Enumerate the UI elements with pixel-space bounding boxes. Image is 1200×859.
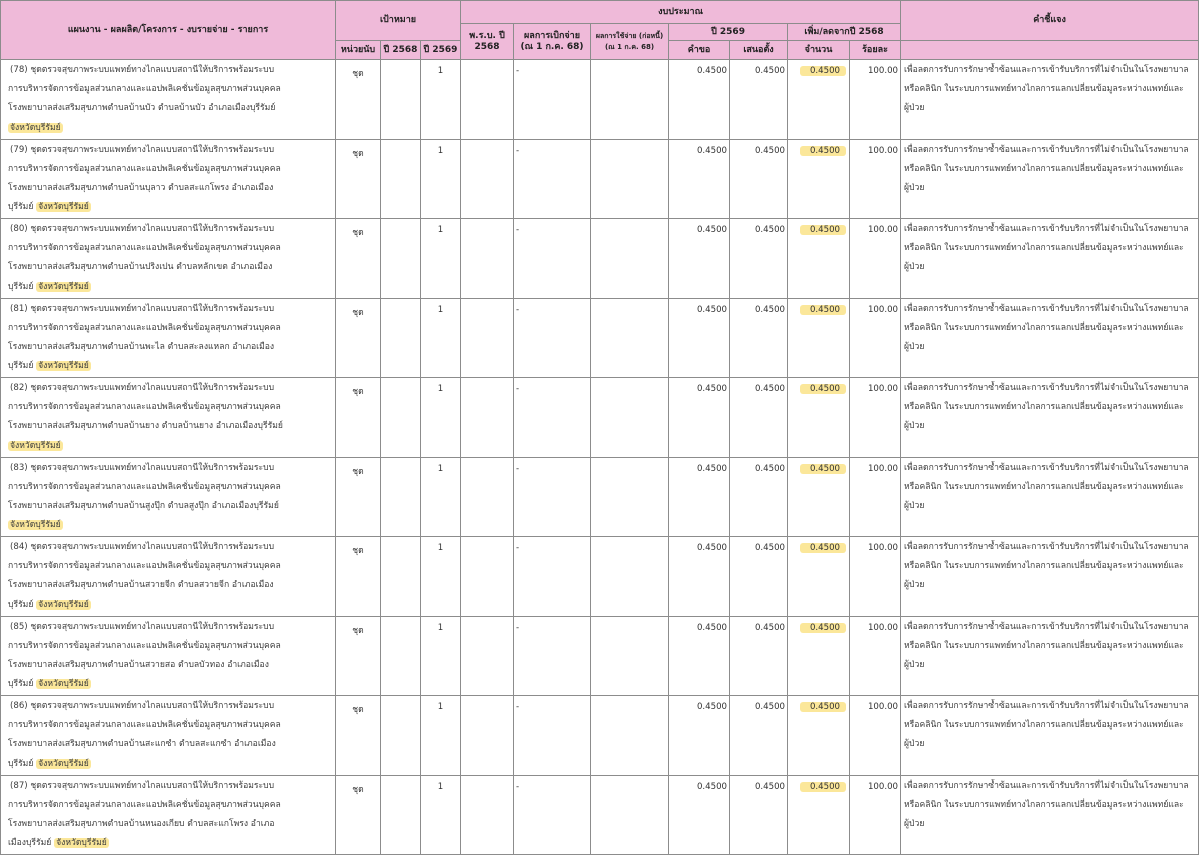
item-line: [8, 278, 331, 297]
item-explanation: [901, 139, 1199, 219]
header-disb-line2: (ณ 1 ก.ค. 68): [520, 41, 584, 52]
item-target-2569: 1: [421, 696, 461, 776]
item-target-2569: 1: [421, 298, 461, 378]
item-line: (83) ชุดตรวจสุขภาพระบบแพทย์ทางไกลแบบสถานีให้บริการพร้อมระบบ: [10, 462, 275, 473]
item-target-2569: 1: [421, 378, 461, 458]
item-line: โรงพยาบาลส่งเสริมสุขภาพตำบลบ้านหนองเกียบ ตำบลสะแกโพรง อำเภอ: [8, 818, 275, 829]
item-unit: ชุด: [336, 775, 381, 855]
item-commitment: [591, 457, 669, 537]
item-target-2568: [381, 378, 421, 458]
item-disbursement: -: [514, 775, 591, 855]
item-description: [1, 616, 336, 696]
item-line: [8, 596, 331, 615]
note-line: เพื่อลดการรับการรักษาซ้ำซ้อนและการเข้ารับบริการที่ไม่จำเป็นในโรงพยาบาล: [904, 144, 1189, 155]
item-act-2568: [461, 775, 514, 855]
item-proposed: 0.4500: [730, 457, 788, 537]
item-amount-highlight: 0.4500: [800, 384, 846, 394]
item-commitment: [591, 60, 669, 140]
header-request: คำขอ: [669, 41, 730, 60]
item-line: (78) ชุดตรวจสุขภาพระบบแพทย์ทางไกลแบบสถานีให้บริการพร้อมระบบ: [10, 65, 275, 75]
item-province-highlight: จังหวัดบุรีรัมย์: [10, 440, 61, 451]
item-act-2568: [461, 378, 514, 458]
item-amount-highlight: 0.4500: [800, 464, 846, 474]
item-line: [8, 437, 331, 456]
item-proposed: 0.4500: [730, 537, 788, 617]
item-act-2568: [461, 219, 514, 299]
note-line: ผู้ป่วย: [904, 580, 925, 591]
note-line: เพื่อลดการรับการรักษาซ้ำซ้อนและการเข้ารับบริการที่ไม่จำเป็นในโรงพยาบาล: [904, 224, 1189, 234]
item-percent: 100.00: [850, 775, 901, 855]
item-target-2569: 1: [421, 775, 461, 855]
item-line: (84) ชุดตรวจสุขภาพระบบแพทย์ทางไกลแบบสถานีให้บริการพร้อมระบบ: [10, 542, 275, 552]
note-line: หรือคลินิก ในระบบการแพทย์ทางไกลการแลกเปลี่ยนข้อมูลระหว่างแพทย์และ: [904, 720, 1184, 731]
item-target-2569: 1: [421, 537, 461, 617]
item-amount: [788, 696, 850, 776]
item-disbursement: -: [514, 537, 591, 617]
item-request: 0.4500: [669, 219, 730, 299]
item-description: [1, 139, 336, 219]
item-target-2568: [381, 696, 421, 776]
item-line: [8, 834, 331, 853]
note-line: หรือคลินิก ในระบบการแพทย์ทางไกลการแลกเปลี่ยนข้อมูลระหว่างแพทย์และ: [904, 243, 1184, 254]
header-explanation: คำชี้แจง: [901, 1, 1199, 41]
item-line: [8, 675, 331, 694]
item-disbursement: -: [514, 139, 591, 219]
item-disbursement: -: [514, 696, 591, 776]
header-year-2568: ปี 2568: [381, 41, 421, 60]
item-amount: [788, 378, 850, 458]
table-row: [1, 537, 1199, 617]
item-act-2568: [461, 457, 514, 537]
item-amount-highlight: 0.4500: [800, 225, 846, 235]
item-percent: 100.00: [850, 60, 901, 140]
item-proposed: 0.4500: [730, 378, 788, 458]
item-line: [8, 516, 331, 535]
note-line: เพื่อลดการรับการรักษาซ้ำซ้อนและการเข้ารับบริการที่ไม่จำเป็นในโรงพยาบาล: [904, 621, 1189, 632]
item-district: บุรีรัมย์: [8, 758, 34, 769]
item-commitment: [591, 775, 669, 855]
header-comm-line2: (ณ 1 ก.ค. 68): [604, 42, 655, 51]
note-line: หรือคลินิก ในระบบการแพทย์ทางไกลการแลกเปลี่ยนข้อมูลระหว่างแพทย์และ: [904, 163, 1184, 174]
item-explanation: [901, 775, 1199, 855]
item-proposed: 0.4500: [730, 298, 788, 378]
item-unit: ชุด: [336, 298, 381, 378]
note-line: เพื่อลดการรับการรักษาซ้ำซ้อนและการเข้ารับบริการที่ไม่จำเป็นในโรงพยาบาล: [904, 65, 1189, 75]
item-description: [1, 696, 336, 776]
item-disbursement: -: [514, 298, 591, 378]
header-comm-line1: ผลการใช้จ่าย (ก่อหนี้): [595, 31, 664, 40]
item-line: โรงพยาบาลส่งเสริมสุขภาพตำบลบ้านยาง ตำบลบ้านยาง อำเภอเมืองบุรีรัมย์: [8, 421, 283, 432]
item-amount-highlight: 0.4500: [800, 146, 846, 156]
item-act-2568: [461, 696, 514, 776]
note-line: เพื่อลดการรับการรักษาซ้ำซ้อนและการเข้ารับบริการที่ไม่จำเป็นในโรงพยาบาล: [904, 780, 1189, 791]
item-request: 0.4500: [669, 60, 730, 140]
item-province-highlight: จังหวัดบุรีรัมย์: [38, 281, 89, 292]
table-row: [1, 378, 1199, 458]
table-row: [1, 298, 1199, 378]
item-description: [1, 298, 336, 378]
item-explanation: [901, 219, 1199, 299]
item-request: 0.4500: [669, 696, 730, 776]
header-plan: แผนงาน - ผลผลิต/โครงการ - งบรายจ่าย - รายการ: [1, 1, 336, 60]
note-line: หรือคลินิก ในระบบการแพทย์ทางไกลการแลกเปลี่ยนข้อมูลระหว่างแพทย์และ: [904, 322, 1184, 333]
table-row: [1, 696, 1199, 776]
item-target-2568: [381, 616, 421, 696]
item-province-highlight: จังหวัดบุรีรัมย์: [38, 599, 89, 610]
note-line: เพื่อลดการรับการรักษาซ้ำซ้อนและการเข้ารับบริการที่ไม่จำเป็นในโรงพยาบาล: [904, 383, 1189, 393]
item-description: [1, 378, 336, 458]
item-line: การบริหารจัดการข้อมูลส่วนกลางและแอปพลิเคชั่นข้อมูลสุขภาพส่วนบุคคล: [8, 640, 281, 651]
header-act-line1: พ.ร.บ. ปี: [469, 30, 505, 41]
item-proposed: 0.4500: [730, 139, 788, 219]
item-unit: ชุด: [336, 616, 381, 696]
item-province-highlight: จังหวัดบุรีรัมย์: [10, 122, 61, 133]
item-unit: ชุด: [336, 60, 381, 140]
header-act: [461, 24, 514, 60]
item-line: โรงพยาบาลส่งเสริมสุขภาพตำบลบ้านสูงปุ๊ก ตำบลสูงปุ๊ก อำเภอเมืองบุรีรัมย์: [8, 500, 279, 511]
item-commitment: [591, 219, 669, 299]
item-commitment: [591, 537, 669, 617]
item-explanation: [901, 298, 1199, 378]
header-explanation-blank: [901, 41, 1199, 60]
item-percent: 100.00: [850, 537, 901, 617]
item-disbursement: -: [514, 616, 591, 696]
item-target-2568: [381, 775, 421, 855]
item-unit: ชุด: [336, 457, 381, 537]
note-line: เพื่อลดการรับการรักษาซ้ำซ้อนและการเข้ารับบริการที่ไม่จำเป็นในโรงพยาบาล: [904, 701, 1189, 711]
item-line: (86) ชุดตรวจสุขภาพระบบแพทย์ทางไกลแบบสถานีให้บริการพร้อมระบบ: [10, 701, 275, 711]
item-proposed: 0.4500: [730, 219, 788, 299]
item-explanation: [901, 616, 1199, 696]
note-line: หรือคลินิก ในระบบการแพทย์ทางไกลการแลกเปลี่ยนข้อมูลระหว่างแพทย์และ: [904, 799, 1184, 810]
item-request: 0.4500: [669, 139, 730, 219]
note-line: หรือคลินิก ในระบบการแพทย์ทางไกลการแลกเปลี่ยนข้อมูลระหว่างแพทย์และ: [904, 481, 1184, 492]
note-line: เพื่อลดการรับการรักษาซ้ำซ้อนและการเข้ารับบริการที่ไม่จำเป็นในโรงพยาบาล: [904, 462, 1189, 473]
item-percent: 100.00: [850, 696, 901, 776]
item-province-highlight: จังหวัดบุรีรัมย์: [38, 202, 89, 213]
header-disb-line1: ผลการเบิกจ่าย: [524, 30, 580, 41]
header-disbursement: [514, 24, 591, 60]
item-unit: ชุด: [336, 219, 381, 299]
item-description: [1, 457, 336, 537]
note-line: ผู้ป่วย: [904, 739, 925, 750]
item-amount: [788, 298, 850, 378]
note-line: ผู้ป่วย: [904, 103, 925, 114]
item-amount-highlight: 0.4500: [800, 543, 846, 553]
item-line: การบริหารจัดการข้อมูลส่วนกลางและแอปพลิเคชั่นข้อมูลสุขภาพส่วนบุคคล: [8, 163, 281, 174]
item-target-2568: [381, 139, 421, 219]
note-line: เพื่อลดการรับการรักษาซ้ำซ้อนและการเข้ารับบริการที่ไม่จำเป็นในโรงพยาบาล: [904, 303, 1189, 314]
item-district: บุรีรัมย์: [8, 202, 34, 213]
header-act-line2: 2568: [474, 41, 500, 52]
item-target-2569: 1: [421, 139, 461, 219]
table-row: [1, 457, 1199, 537]
item-commitment: [591, 378, 669, 458]
item-commitment: [591, 139, 669, 219]
item-amount: [788, 616, 850, 696]
item-amount: [788, 60, 850, 140]
header-change: เพิ่ม/ลดจากปี 2568: [788, 24, 901, 41]
item-disbursement: -: [514, 457, 591, 537]
note-line: ผู้ป่วย: [904, 500, 925, 511]
item-district: บุรีรัมย์: [8, 281, 34, 292]
item-proposed: 0.4500: [730, 60, 788, 140]
item-province-highlight: จังหวัดบุรีรัมย์: [56, 838, 107, 849]
item-target-2568: [381, 537, 421, 617]
item-commitment: [591, 616, 669, 696]
item-amount: [788, 139, 850, 219]
item-target-2569: 1: [421, 60, 461, 140]
note-line: ผู้ป่วย: [904, 182, 925, 193]
note-line: ผู้ป่วย: [904, 262, 925, 273]
item-province-highlight: จังหวัดบุรีรัมย์: [10, 520, 61, 531]
item-disbursement: -: [514, 378, 591, 458]
item-line: [8, 755, 331, 774]
header-proposed: เสนอตั้ง: [730, 41, 788, 60]
item-target-2569: 1: [421, 457, 461, 537]
item-unit: ชุด: [336, 696, 381, 776]
note-line: ผู้ป่วย: [904, 421, 925, 432]
item-line: [8, 198, 331, 217]
item-line: โรงพยาบาลส่งเสริมสุขภาพตำบลบ้านสะแกซำ ตำบลสะแกซำ อำเภอเมือง: [8, 739, 276, 750]
item-request: 0.4500: [669, 537, 730, 617]
item-amount-highlight: 0.4500: [800, 623, 846, 633]
item-percent: 100.00: [850, 457, 901, 537]
item-line: โรงพยาบาลส่งเสริมสุขภาพตำบลบ้านพะไล ตำบลสะลงแหลก อำเภอเมือง: [8, 341, 275, 352]
item-line: การบริหารจัดการข้อมูลส่วนกลางและแอปพลิเคชั่นข้อมูลสุขภาพส่วนบุคคล: [8, 720, 281, 731]
item-request: 0.4500: [669, 616, 730, 696]
item-request: 0.4500: [669, 378, 730, 458]
item-percent: 100.00: [850, 298, 901, 378]
item-amount: [788, 537, 850, 617]
item-district: บุรีรัมย์: [8, 361, 34, 372]
table-row: [1, 60, 1199, 140]
item-act-2568: [461, 60, 514, 140]
item-line: การบริหารจัดการข้อมูลส่วนกลางและแอปพลิเคชั่นข้อมูลสุขภาพส่วนบุคคล: [8, 402, 281, 413]
item-line: การบริหารจัดการข้อมูลส่วนกลางและแอปพลิเคชั่นข้อมูลสุขภาพส่วนบุคคล: [8, 799, 281, 810]
item-district: บุรีรัมย์: [8, 599, 34, 610]
note-line: ผู้ป่วย: [904, 341, 925, 352]
item-percent: 100.00: [850, 219, 901, 299]
item-act-2568: [461, 537, 514, 617]
item-amount: [788, 219, 850, 299]
item-disbursement: -: [514, 219, 591, 299]
item-line: การบริหารจัดการข้อมูลส่วนกลางและแอปพลิเคชั่นข้อมูลสุขภาพส่วนบุคคล: [8, 322, 281, 333]
header-amount: จำนวน: [788, 41, 850, 60]
item-proposed: 0.4500: [730, 696, 788, 776]
item-disbursement: -: [514, 60, 591, 140]
item-target-2568: [381, 219, 421, 299]
item-district: เมืองบุรีรัมย์: [8, 838, 52, 849]
header-percent: ร้อยละ: [850, 41, 901, 60]
item-amount: [788, 775, 850, 855]
item-explanation: [901, 60, 1199, 140]
header-target: เป้าหมาย: [336, 1, 461, 41]
item-description: [1, 219, 336, 299]
item-target-2569: 1: [421, 219, 461, 299]
header-year-2569: ปี 2569: [421, 41, 461, 60]
item-line: (81) ชุดตรวจสุขภาพระบบแพทย์ทางไกลแบบสถานีให้บริการพร้อมระบบ: [10, 303, 275, 314]
item-unit: ชุด: [336, 378, 381, 458]
item-description: [1, 775, 336, 855]
note-line: เพื่อลดการรับการรักษาซ้ำซ้อนและการเข้ารับบริการที่ไม่จำเป็นในโรงพยาบาล: [904, 542, 1189, 552]
item-explanation: [901, 378, 1199, 458]
note-line: หรือคลินิก ในระบบการแพทย์ทางไกลการแลกเปลี่ยนข้อมูลระหว่างแพทย์และ: [904, 640, 1184, 651]
header-commitment: [591, 24, 669, 60]
item-request: 0.4500: [669, 457, 730, 537]
item-line: การบริหารจัดการข้อมูลส่วนกลางและแอปพลิเคชั่นข้อมูลสุขภาพส่วนบุคคล: [8, 561, 281, 572]
item-act-2568: [461, 616, 514, 696]
item-line: [8, 119, 331, 138]
item-target-2569: 1: [421, 616, 461, 696]
note-line: หรือคลินิก ในระบบการแพทย์ทางไกลการแลกเปลี่ยนข้อมูลระหว่างแพทย์และ: [904, 561, 1184, 572]
item-amount-highlight: 0.4500: [800, 305, 846, 315]
item-act-2568: [461, 139, 514, 219]
item-province-highlight: จังหวัดบุรีรัมย์: [38, 679, 89, 690]
item-amount-highlight: 0.4500: [800, 702, 846, 712]
item-line: (87) ชุดตรวจสุขภาพระบบแพทย์ทางไกลแบบสถานีให้บริการพร้อมระบบ: [10, 780, 275, 791]
table-row: [1, 775, 1199, 855]
item-line: (80) ชุดตรวจสุขภาพระบบแพทย์ทางไกลแบบสถานีให้บริการพร้อมระบบ: [10, 224, 275, 234]
item-line: (85) ชุดตรวจสุขภาพระบบแพทย์ทางไกลแบบสถานีให้บริการพร้อมระบบ: [10, 621, 275, 632]
item-commitment: [591, 298, 669, 378]
item-line: [8, 357, 331, 376]
item-request: 0.4500: [669, 775, 730, 855]
item-target-2568: [381, 60, 421, 140]
item-amount-highlight: 0.4500: [800, 782, 846, 792]
item-line: (82) ชุดตรวจสุขภาพระบบแพทย์ทางไกลแบบสถานีให้บริการพร้อมระบบ: [10, 383, 275, 393]
item-explanation: [901, 537, 1199, 617]
item-proposed: 0.4500: [730, 616, 788, 696]
item-amount-highlight: 0.4500: [800, 66, 846, 76]
item-district: บุรีรัมย์: [8, 679, 34, 690]
note-line: ผู้ป่วย: [904, 818, 925, 829]
item-explanation: [901, 457, 1199, 537]
item-act-2568: [461, 298, 514, 378]
item-proposed: 0.4500: [730, 775, 788, 855]
item-line: โรงพยาบาลส่งเสริมสุขภาพตำบลบ้านปริงเปน ตำบลหลักเขต อำเภอเมือง: [8, 262, 273, 273]
item-province-highlight: จังหวัดบุรีรัมย์: [38, 758, 89, 769]
item-line: การบริหารจัดการข้อมูลส่วนกลางและแอปพลิเคชั่นข้อมูลสุขภาพส่วนบุคคล: [8, 243, 281, 254]
item-line: การบริหารจัดการข้อมูลส่วนกลางและแอปพลิเคชั่นข้อมูลสุขภาพส่วนบุคคล: [8, 481, 281, 492]
item-request: 0.4500: [669, 298, 730, 378]
table-row: [1, 219, 1199, 299]
item-description: [1, 60, 336, 140]
note-line: หรือคลินิก ในระบบการแพทย์ทางไกลการแลกเปลี่ยนข้อมูลระหว่างแพทย์และ: [904, 402, 1184, 413]
note-line: ผู้ป่วย: [904, 659, 925, 670]
item-line: (79) ชุดตรวจสุขภาพระบบแพทย์ทางไกลแบบสถานีให้บริการพร้อมระบบ: [10, 144, 275, 155]
item-line: โรงพยาบาลส่งเสริมสุขภาพตำบลบ้านบุลาว ตำบลสะแกโพรง อำเภอเมือง: [8, 182, 274, 193]
table-row: [1, 139, 1199, 219]
item-line: โรงพยาบาลส่งเสริมสุขภาพตำบลบ้านสวายสอ ตำบลบัวทอง อำเภอเมือง: [8, 659, 269, 670]
item-target-2568: [381, 457, 421, 537]
item-unit: ชุด: [336, 139, 381, 219]
item-percent: 100.00: [850, 378, 901, 458]
item-target-2568: [381, 298, 421, 378]
item-commitment: [591, 696, 669, 776]
item-description: [1, 537, 336, 617]
header-fy2569: ปี 2569: [669, 24, 788, 41]
header-budget: งบประมาณ: [461, 1, 901, 24]
item-unit: ชุด: [336, 537, 381, 617]
item-line: โรงพยาบาลส่งเสริมสุขภาพตำบลบ้านบัว ตำบลบ้านบัว อำเภอเมืองบุรีรัมย์: [8, 103, 276, 114]
item-percent: 100.00: [850, 616, 901, 696]
item-percent: 100.00: [850, 139, 901, 219]
item-province-highlight: จังหวัดบุรีรัมย์: [38, 361, 89, 372]
item-line: โรงพยาบาลส่งเสริมสุขภาพตำบลบ้านสวายจีก ตำบลสวายจีก อำเภอเมือง: [8, 580, 274, 591]
note-line: หรือคลินิก ในระบบการแพทย์ทางไกลการแลกเปลี่ยนข้อมูลระหว่างแพทย์และ: [904, 84, 1184, 95]
item-line: การบริหารจัดการข้อมูลส่วนกลางและแอปพลิเคชั่นข้อมูลสุขภาพส่วนบุคคล: [8, 84, 281, 95]
table-row: [1, 616, 1199, 696]
item-explanation: [901, 696, 1199, 776]
item-amount: [788, 457, 850, 537]
header-unit: หน่วยนับ: [336, 41, 381, 60]
